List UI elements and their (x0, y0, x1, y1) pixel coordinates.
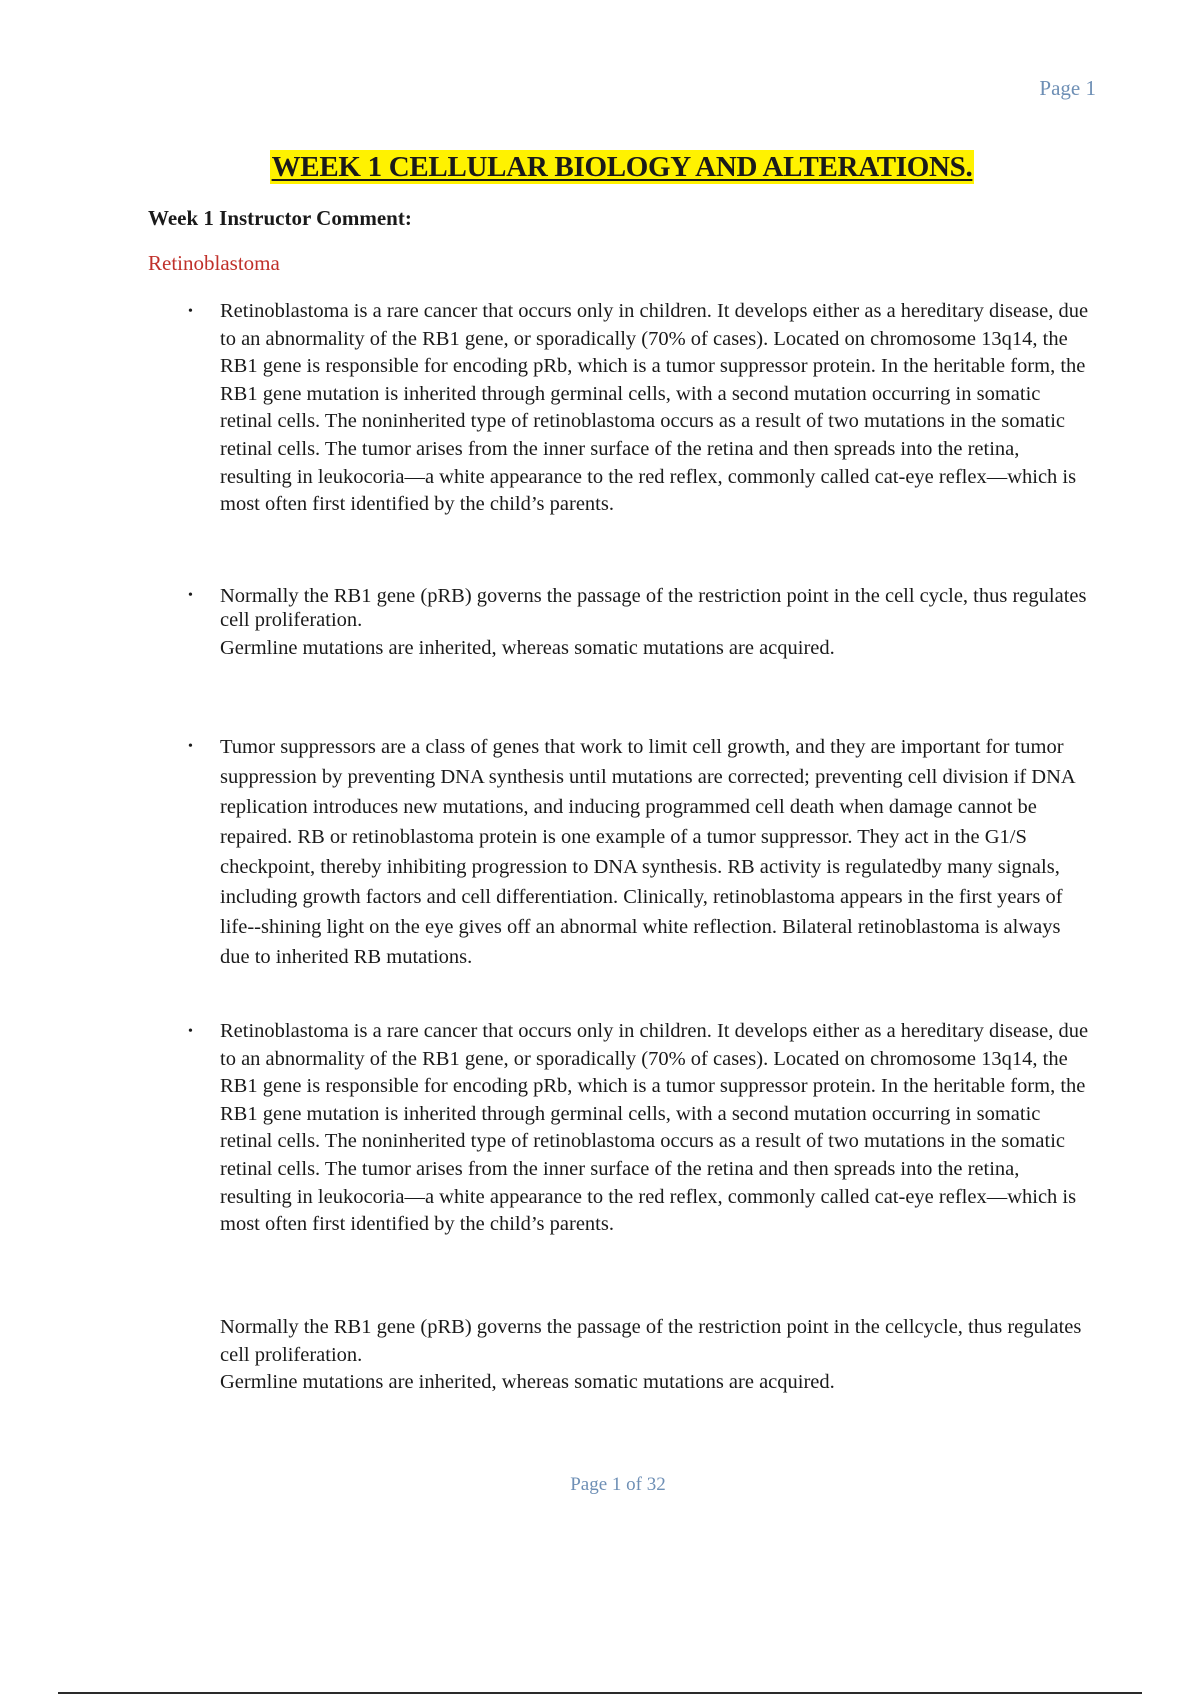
bullet-icon: • (188, 739, 193, 754)
closing-text: Normally the RB1 gene (pRB) governs the passage of the restriction point in the cellcycle, thus regulates cell proliferation. (220, 1316, 1082, 1366)
bullet-text: Retinoblastoma is a rare cancer that occurs only in children. It develops either as a hereditary disease, due to an abnormality of the RB1 gene, or sporadically (70% of cases). Located on chromosome 13q14, the RB1 gene is responsible for encoding pRb, which is a tumor suppressor protein. In the heritable form, the RB1 gene mutation is inherited through germinal cells, with a second mutation occurring in somatic retinal cells. The noninherited type of retinoblastoma occurs as a result of two mutations in the somatic retinal cells. The tumor arises from the inner surface of the retina and then spreads into the retina, resulting in leukocoria—a white appearance to the red reflex, commonly called cat-eye reflex—which is most often first identified by the child’s parents. (220, 1020, 1089, 1236)
bullet-icon: • (188, 304, 193, 319)
title-container (0, 150, 1200, 184)
subject-heading: Retinoblastoma (148, 251, 280, 275)
bullet-item (188, 298, 1090, 519)
bullet-text: Tumor suppressors are a class of genes that work to limit cell growth, and they are important for tumor suppression by preventing DNA synthesis until mutations are corrected; preventing cell division if DNA replication introduces new mutations, and inducing programmed cell death when damage cannot be repaired. RB or retinoblastoma protein is one example of a tumor suppressor. They act in the G1/S checkpoint, thereby inhibiting progression to DNA synthesis. RB activity is regulatedby many signals, including growth factors and cell differentiation. Clinically, retinoblastoma appears in the first years of life--shining light on the eye gives off an abnormal white reflection. Bilateral retinoblastoma is always due to inherited RB mutations. (220, 736, 1075, 968)
bottom-divider (58, 1692, 1142, 1694)
bullet-text: Normally the RB1 gene (pRB) governs the passage of the restriction point in the cell cycle, thus regulates cell proliferation. (220, 585, 1087, 631)
closing-line: Germline mutations are inherited, whereas somatic mutations are acquired. (220, 1371, 835, 1394)
bullet-extra-text: Germline mutations are inherited, whereas somatic mutations are acquired. (220, 637, 835, 659)
closing-paragraph (220, 1314, 1090, 1397)
document-title: WEEK 1 CELLULAR BIOLOGY AND ALTERATIONS. (271, 151, 973, 183)
instructor-heading: Week 1 Instructor Comment: (148, 206, 412, 230)
page-header-label: Page 1 (1039, 76, 1096, 100)
page-count: Page 1 of 32 (570, 1474, 666, 1495)
bullet-item (188, 732, 1090, 972)
bullet-item (188, 1018, 1090, 1239)
bullet-icon: • (188, 1024, 193, 1039)
bullet-icon: • (188, 588, 193, 603)
bullet-item (188, 584, 1090, 660)
bullet-text: Retinoblastoma is a rare cancer that occurs only in children. It develops either as a hereditary disease, due to an abnormality of the RB1 gene, or sporadically (70% of cases). Located on chromosome 13q14, the RB1 gene is responsible for encoding pRb, which is a tumor suppressor protein. In the heritable form, the RB1 gene mutation is inherited through germinal cells, with a second mutation occurring in somatic retinal cells. The noninherited type of retinoblastoma occurs as a result of two mutations in the somatic retinal cells. The tumor arises from the inner surface of the retina and then spreads into the retina, resulting in leukocoria—a white appearance to the red reflex, commonly called cat-eye reflex—which is most often first identified by the child’s parents. (220, 300, 1089, 516)
